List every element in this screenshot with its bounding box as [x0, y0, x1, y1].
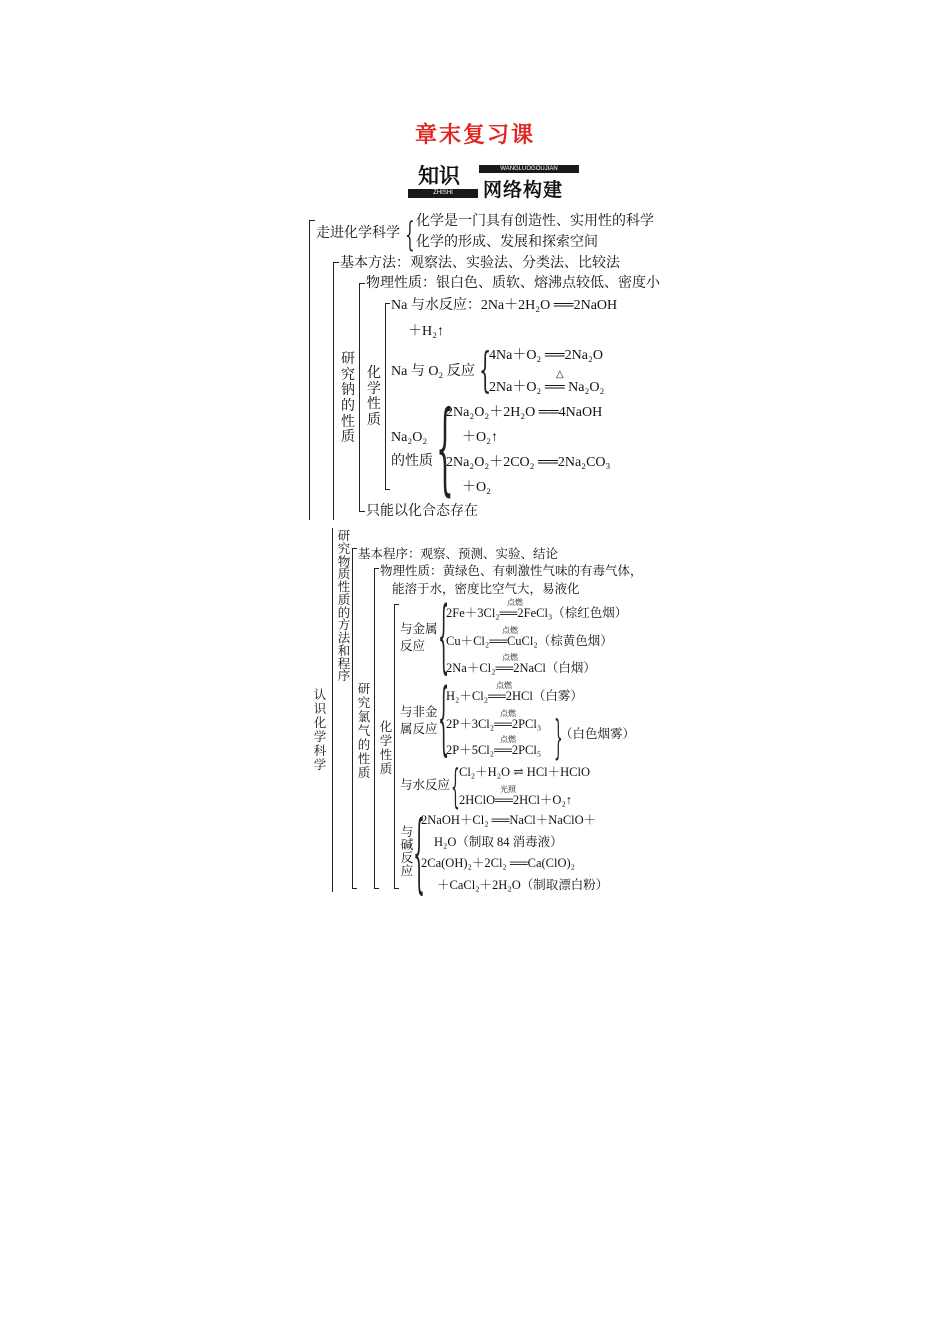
- metal-label-1: 与金属: [400, 622, 438, 636]
- chlorine-base-2: H₂O（制取 84 消毒液）: [434, 835, 563, 849]
- header-right-title: 网络构建: [483, 180, 564, 201]
- nonmetal-note: （白色烟雾）: [560, 727, 636, 741]
- section2-bracket-line: [333, 262, 334, 520]
- nonmetal-close-brace: }: [554, 710, 563, 764]
- metal-label-2: 反应: [400, 639, 426, 653]
- nonmetal-label-2: 属反应: [400, 722, 438, 736]
- section1-item-2: 化学的形成、发展和探索空间: [416, 235, 598, 250]
- na2o2-line-4: ＋O₂: [462, 480, 491, 495]
- na-water-line-1: Na 与水反应：2Na＋2H₂O ══2NaOH: [391, 298, 618, 313]
- chlorine-base-brace: {: [413, 803, 426, 903]
- chlorine-base-3: 2Ca(OH)₂＋2Cl₂ ══Ca(ClO)₂: [421, 856, 576, 870]
- chlorine-chem-label: 化学性质: [379, 720, 393, 776]
- section1-brace: {: [405, 215, 415, 255]
- chlorine-base-1: 2NaOH＋Cl₂ ══NaCl＋NaClO＋: [421, 813, 597, 827]
- chlorine-physical-2: 能溶于水，密度比空气大，易液化: [392, 582, 580, 596]
- nonmetal-reaction-3: 2P＋5Cl₂══2PCl₅: [446, 743, 542, 757]
- header-network-badge: [479, 165, 579, 201]
- outer-bracket-top: [309, 220, 315, 221]
- chlorine-label: 研究氯气的性质: [357, 682, 371, 780]
- chlorine-base-label: 与碱反应: [400, 825, 414, 879]
- root-label: 认识化学科学: [313, 688, 327, 772]
- chlorine-water-1: Cl₂＋H₂O ⇌ HCl＋HClO: [459, 765, 591, 779]
- na-o2-label: Na 与 O₂ 反应: [391, 364, 475, 379]
- method-bracket-bottom: [352, 888, 357, 889]
- metal-brace: {: [438, 589, 450, 682]
- chlorine-water-2: 2HClO══2HCl＋O₂↑: [459, 793, 573, 807]
- page-title: 章末复习课: [414, 122, 535, 147]
- method-label: 研究物质性质的方法和程序: [337, 529, 351, 684]
- chlorine-water-brace: {: [451, 759, 460, 813]
- sodium-chem-bracket-bottom: [385, 489, 390, 490]
- na2o2-label-2: 的性质: [391, 454, 433, 469]
- na2o2-brace: {: [436, 389, 454, 506]
- sodium-bracket-top: [359, 283, 365, 284]
- chlorine-chem-bracket-bottom: [394, 888, 399, 889]
- chlorine-water-2-condition: 光照: [500, 785, 516, 794]
- nonmetal-3-condition: 点燃: [500, 735, 516, 744]
- header-right-subtitle: WANGLUOGOUJIAN: [479, 165, 579, 173]
- nonmetal-reaction-2: 2P＋3Cl₂══2PCl₃: [446, 717, 542, 731]
- sodium-label: 研究钠的性质: [341, 352, 355, 446]
- metal-reaction-1: 2Fe＋3Cl₂══2FeCl₃（棕红色烟）: [446, 606, 628, 620]
- section1-label: 走进化学科学: [316, 226, 400, 241]
- metal-2-condition: 点燃: [502, 626, 518, 635]
- header-left-subtitle: ZHISHI: [408, 189, 478, 198]
- chlorine-physical-1: 物理性质：黄绿色、有刺激性气味的有毒气体，: [380, 564, 643, 578]
- chlorine-water-label: 与水反应: [400, 778, 451, 792]
- sodium-physical: 物理性质：银白色、质软、熔沸点较低、密度小: [366, 276, 660, 291]
- method-bracket-top: [352, 548, 357, 549]
- chlorine-chem-bracket-top: [394, 604, 399, 605]
- basic-procedure: 基本程序：观察、预测、实验、结论: [358, 547, 559, 561]
- section1-item-1: 化学是一门具有创造性、实用性的科学: [416, 214, 654, 229]
- na2o2-line-2: ＋O₂↑: [462, 430, 498, 445]
- header-left-title: 知识: [418, 164, 460, 188]
- section2-bracket-top: [333, 262, 339, 263]
- metal-reaction-2: Cu＋Cl₂══CuCl₂（棕黄色烟）: [446, 634, 613, 648]
- sodium-bracket-bottom: [359, 511, 365, 512]
- metal-3-condition: 点燃: [502, 653, 518, 662]
- chlorine-base-4: ＋CaCl₂＋2H₂O（制取漂白粉）: [437, 878, 609, 892]
- chlorine-bracket-line: [374, 568, 375, 888]
- sodium-chem-bracket-top: [385, 303, 390, 304]
- chlorine-bracket-bottom: [374, 888, 379, 889]
- na-o2-line-1: 4Na＋O₂ ══2Na₂O: [489, 348, 603, 363]
- method-bracket-line: [352, 548, 353, 888]
- nonmetal-2-condition: 点燃: [500, 709, 516, 718]
- na-o2-line-2: 2Na＋O₂ ══ Na₂O₂: [489, 380, 605, 395]
- nonmetal-reaction-1: H₂＋Cl₂══2HCl（白雾）: [446, 689, 583, 703]
- nonmetal-1-condition: 点燃: [496, 681, 512, 690]
- sodium-exist: 只能以化合态存在: [366, 504, 478, 519]
- na-water-line-2: ＋H₂↑: [408, 324, 444, 339]
- outer-bracket-line: [309, 220, 310, 520]
- nonmetal-label-1: 与非金: [400, 705, 438, 719]
- na-o2-heat-condition: △: [556, 369, 564, 380]
- chlorine-chem-bracket-line: [394, 604, 395, 888]
- basic-method: 基本方法：观察法、实验法、分类法、比较法: [340, 256, 620, 271]
- sodium-chem-label: 化学性质: [367, 366, 381, 429]
- na-o2-brace: {: [479, 342, 492, 398]
- na2o2-line-1: 2Na₂O₂＋2H₂O ══4NaOH: [446, 405, 603, 420]
- metal-1-condition: 点燃: [507, 598, 523, 607]
- nonmetal-brace: {: [438, 671, 450, 764]
- chlorine-bracket-top: [374, 568, 379, 569]
- sodium-bracket-line: [359, 283, 360, 511]
- metal-reaction-3: 2Na＋Cl₂══2NaCl（白烟）: [446, 661, 596, 675]
- na2o2-line-3: 2Na₂O₂＋2CO₂ ══2Na₂CO₃: [446, 455, 611, 470]
- na2o2-label-1: Na₂O₂: [391, 430, 428, 445]
- section3-bracket-line: [332, 528, 333, 892]
- header-knowledge-badge: [408, 162, 478, 198]
- sodium-chem-bracket-line: [385, 303, 386, 489]
